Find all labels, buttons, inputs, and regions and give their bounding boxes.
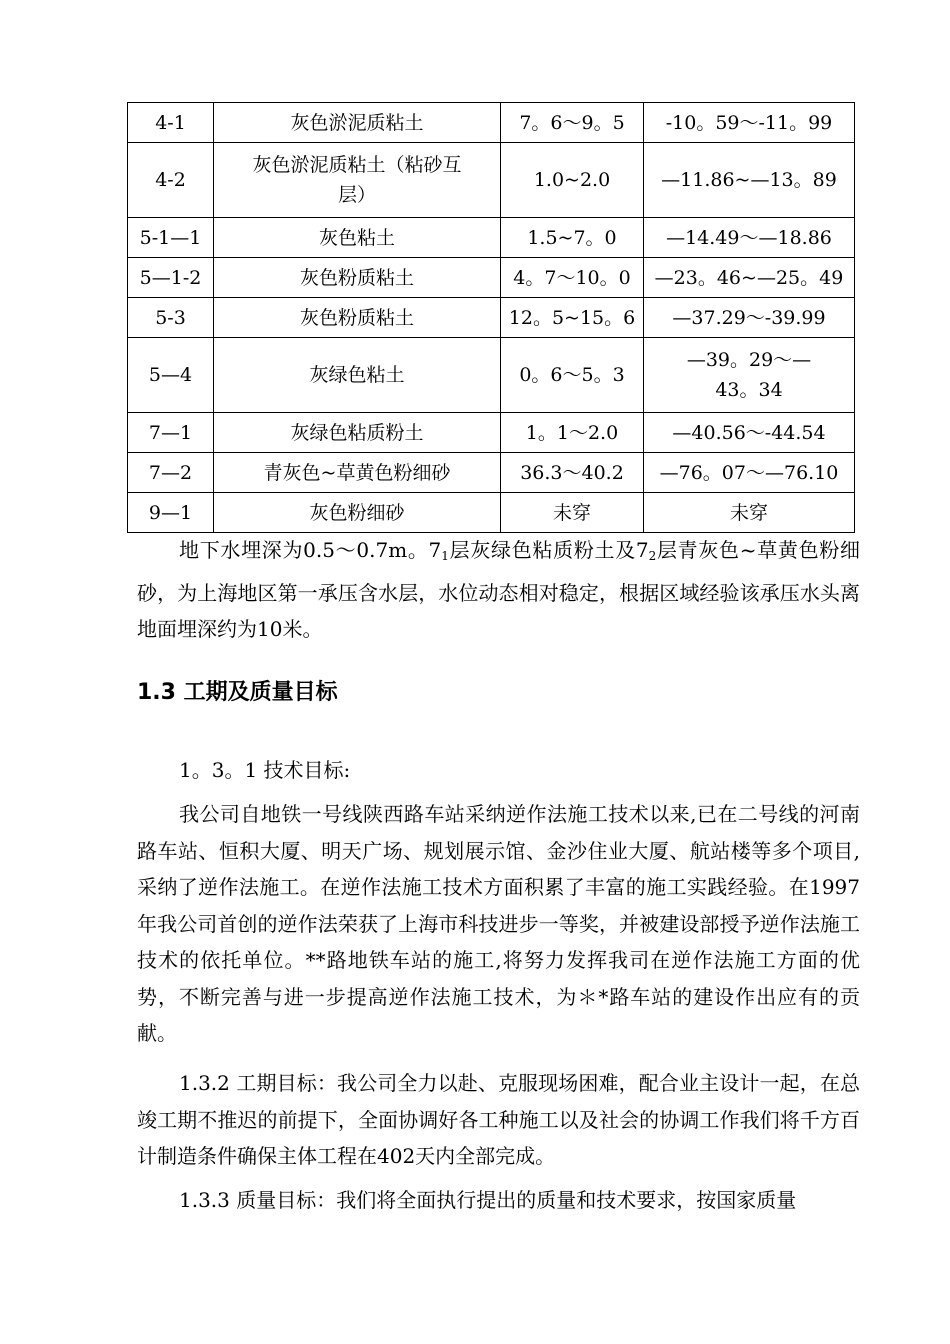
table-row [128, 258, 855, 298]
layer-number: 4-1 [128, 103, 214, 143]
layer-subscript: 2 [648, 549, 657, 563]
soil-name: 灰绿色粘质粉土 [214, 413, 501, 453]
layer-number: 7—2 [128, 453, 214, 493]
layer-number: 7—1 [128, 413, 214, 453]
layer-elevation: —39。29～—43。34 [644, 338, 855, 413]
groundwater-text: 层灰绿色粘质粉土及7 [448, 538, 649, 562]
layer-elevation: —40.56～-44.54 [644, 413, 855, 453]
layer-thickness: 12。5~15。6 [501, 298, 644, 338]
layer-number: 5-1—1 [128, 218, 214, 258]
quality-target-paragraph: 1.3.3 质量目标：我们将全面执行提出的质量和技术要求，按国家质量 [179, 1188, 797, 1212]
tech-target-paragraph: 我公司自地铁一号线陕西路车站采纳逆作法施工技术以来,已在二号线的河南路车站、恒积大厦、明天广场、规划展示馆、金沙住业大厦、航站楼等多个项目,采纳了逆作法施工。在逆作法施工技术方面积累了丰富的施工实践经验。在1997年我公司首创的逆作法荣获了上海市科技进步一等奖，并被建设部授予逆作法施工技术的依托单位。**路地铁车站的施工,将努力发挥我司在逆作法施工方面的优势，不断完善与进一步提高逆作法施工技术，为＊*路车站的建设作出应有的贡献。 [137, 802, 860, 1045]
table-row [128, 493, 855, 533]
soil-name: 灰色粉质粘土 [214, 298, 501, 338]
layer-elevation: —76。07～—76.10 [644, 453, 855, 493]
layer-thickness: 7。6～9。5 [501, 103, 644, 143]
layer-thickness: 36.3～40.2 [501, 453, 644, 493]
layer-number: 5—1-2 [128, 258, 214, 298]
groundwater-text: 地下水埋深为0.5～0.7m。7 [179, 538, 442, 562]
table-row [128, 298, 855, 338]
layer-thickness: 4。7～10。0 [501, 258, 644, 298]
section-heading: 1.3 工期及质量目标 [137, 680, 338, 705]
soil-name: 灰色淤泥质粘土 [214, 103, 501, 143]
table-row [128, 103, 855, 143]
layer-thickness: 1.5~7。0 [501, 218, 644, 258]
layer-number: 5-3 [128, 298, 214, 338]
layer-elevation: —23。46~—25。49 [644, 258, 855, 298]
soil-name: 青灰色~草黄色粉细砂 [214, 453, 501, 493]
groundwater-paragraph [137, 532, 860, 648]
soil-name: 灰色淤泥质粘土（粘砂互层） [214, 143, 501, 218]
layer-thickness: 1.0~2.0 [501, 143, 644, 218]
layer-elevation: —11.86~—13。89 [644, 143, 855, 218]
soil-name: 灰色粉质粘土 [214, 258, 501, 298]
soil-layer-table [127, 102, 855, 533]
layer-thickness: 1。1～2.0 [501, 413, 644, 453]
table-row [128, 143, 855, 218]
table-row [128, 218, 855, 258]
soil-name: 灰绿色粘土 [214, 338, 501, 413]
table-row [128, 453, 855, 493]
layer-elevation: —14.49～—18.86 [644, 218, 855, 258]
table-row [128, 338, 855, 413]
layer-number: 5—4 [128, 338, 214, 413]
groundwater-text: 层青灰色~草黄色粉细砂，为上海地区第一承压含水层，水位动态相对稳定，根据区域经验该承压水头离地面埋深约为10米。 [137, 538, 860, 641]
layer-elevation: —37.29～-39.99 [644, 298, 855, 338]
layer-subscript: 1 [441, 549, 449, 563]
tech-target-title: 1。3。1 技术目标: [179, 758, 351, 782]
table-row [128, 413, 855, 453]
layer-elevation: -10。59～-11。99 [644, 103, 855, 143]
layer-number: 4-2 [128, 143, 214, 218]
layer-elevation: 未穿 [644, 493, 855, 533]
soil-name: 灰色粘土 [214, 218, 501, 258]
schedule-target-paragraph: 1.3.2 工期目标：我公司全力以赴、克服现场困难，配合业主设计一起，在总竣工期不推迟的前提下，全面协调好各工种施工以及社会的协调工作我们将千方百计制造条件确保主体工程在402天内全部完成。 [137, 1071, 860, 1168]
layer-number: 9—1 [128, 493, 214, 533]
layer-thickness: 未穿 [501, 493, 644, 533]
layer-thickness: 0。6～5。3 [501, 338, 644, 413]
soil-name: 灰色粉细砂 [214, 493, 501, 533]
